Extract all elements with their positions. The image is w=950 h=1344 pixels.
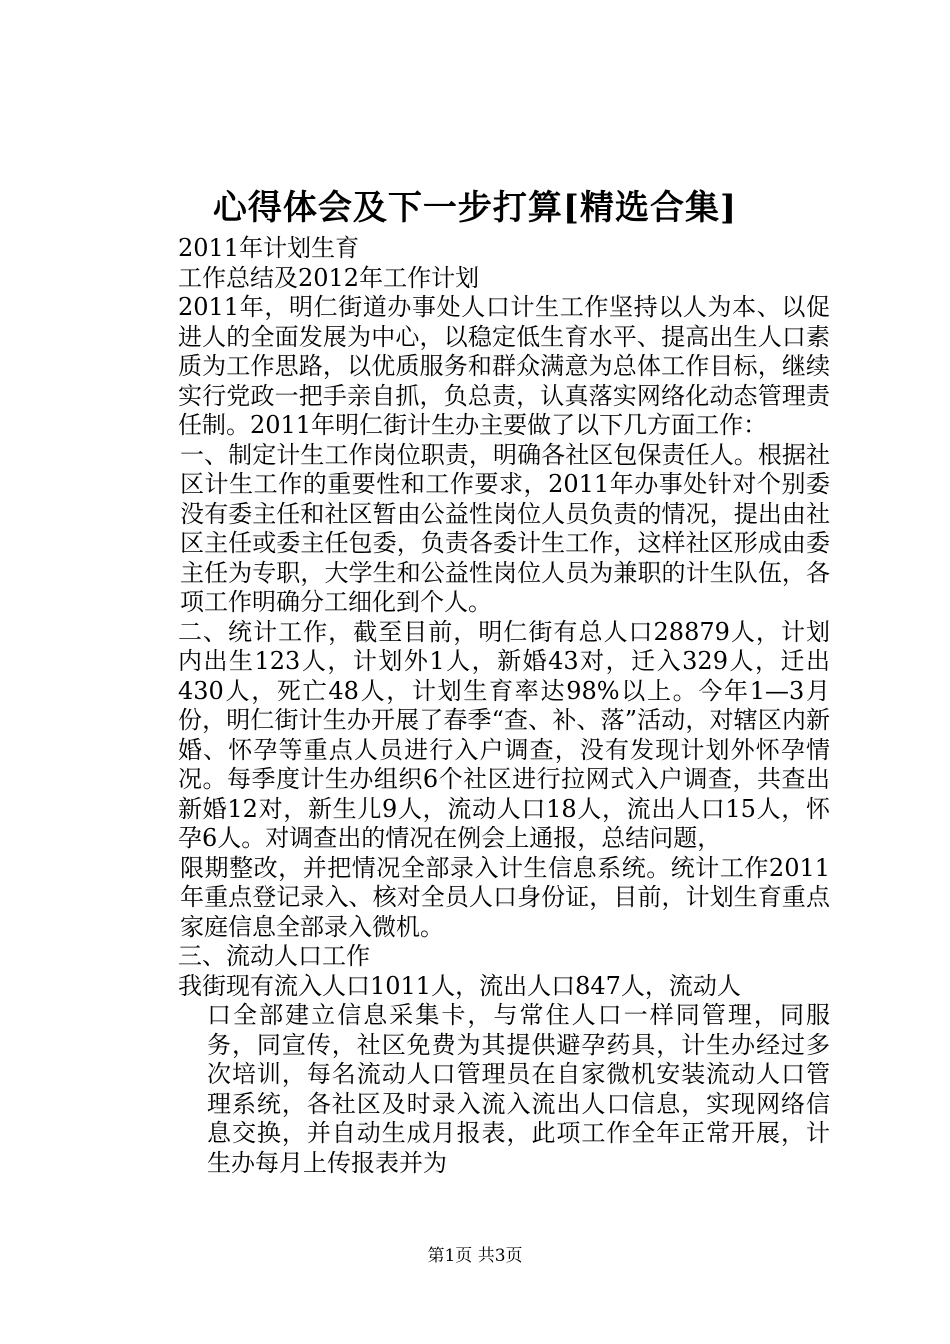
subtitle-line-2: 工作总结及2012年工作计划: [178, 263, 480, 292]
paragraph-intro: 2011年，明仁街道办事处人口计生工作坚持以人为本、以促进人的全面发展为中心，以稳定低生育水平、提高出生人口素质为工作思路，以优质服务和群众满意为总体工作目标，继续实行党政一把手亲自抓，负总责，认真落实网络化动态管理责任制。2011年明仁街计生办主要做了以下几方面工作：: [178, 293, 830, 439]
paragraph-section-3-line: 我街现有流入人口1011人，流出人口847人，流动人: [178, 971, 741, 1000]
paragraph-section-2: 二、统计工作，截至目前，明仁街有总人口28879人，计划内出生123人，计划外1人，新婚43对，迁入329人，迁出430人，死亡48人，计划生育率达98%以上。今年1—3月份，明仁街计生办开展了春季“查、补、落”活动，对辖区内新婚、怀孕等重点人员进行入户调查，没有发现计划外怀孕情况。每季度计生办组织6个社区进行拉网式入户调查，共查出新婚12对，新生儿9人，流动人口18人，流出人口15人，怀孕6人。对调查出的情况在例会上通报，总结问题，: [178, 617, 830, 852]
section-heading-3: 三、流动人口工作: [178, 942, 370, 970]
page-footer: 第1页 共3页: [427, 1246, 523, 1266]
document-body: [130, 234, 830, 1178]
paragraph-section-1: 一、制定计生工作岗位职责，明确各社区包保责任人。根据社区计生工作的重要性和工作要求，2011年办事处针对个别委没有委主任和社区暂由公益性岗位人员负责的情况，提出由社区主任或委主任包委，负责各委计生工作，这样社区形成由委主任为专职，大学生和公益性岗位人员为兼职的计生队伍，各项工作明确分工细化到个人。: [180, 440, 830, 616]
paragraph-section-2-continued: 限期整改，并把情况全部录入计生信息系统。统计工作2011年重点登记录入、核对全员人口身份证，目前，计划生育重点家庭信息全部录入微机。: [180, 853, 830, 941]
subtitle-line-1: 2011年计划生育: [178, 234, 360, 262]
paragraph-section-3-continued: 口全部建立信息采集卡，与常住人口一样同管理，同服务，同宣传，社区免费为其提供避孕药具，计生办经过多次培训，每名流动人口管理员在自家微机安装流动人口管理系统，各社区及时录入流入流出人口信息，实现网络信息交换，并自动生成月报表，此项工作全年正常开展，计生办每月上传报表并为: [207, 1001, 830, 1177]
document-title: 心得体会及下一步打算[精选合集]: [212, 188, 738, 228]
